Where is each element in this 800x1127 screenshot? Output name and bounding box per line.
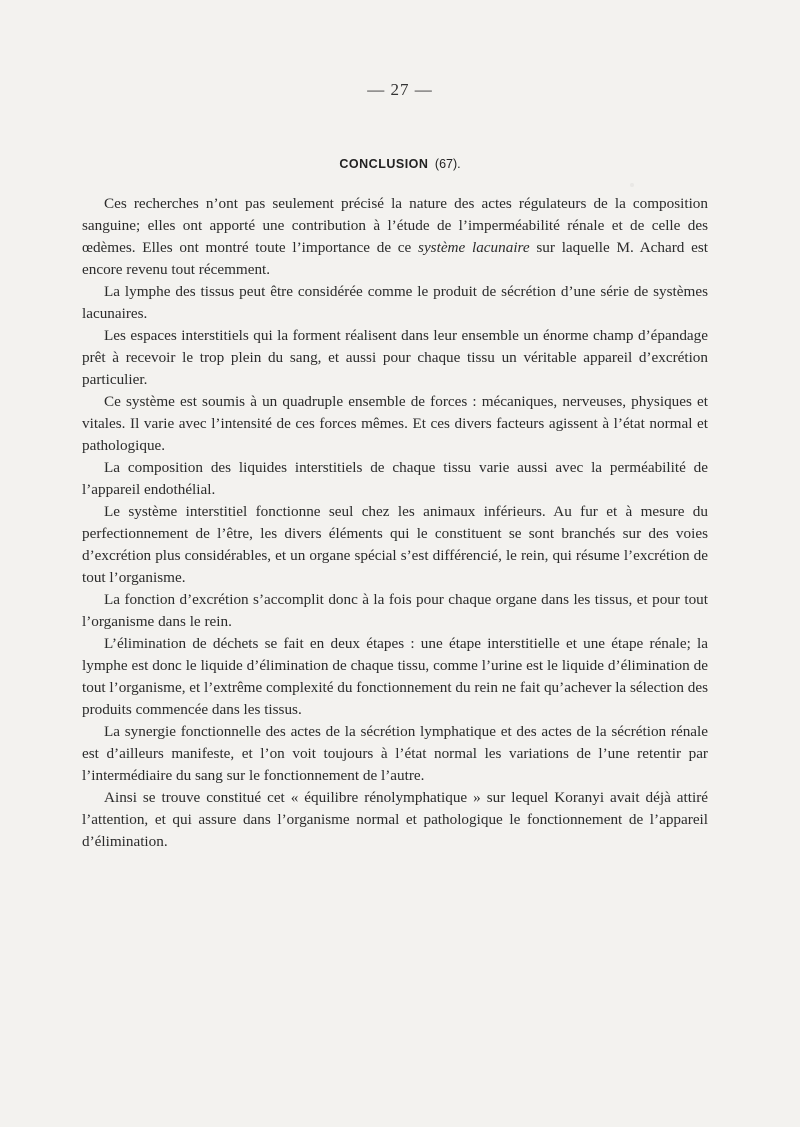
section-reference: (67). xyxy=(434,157,461,171)
paragraph-1-text-end: sur laquelle M. Achard est encore revenu tout récemment. xyxy=(82,239,708,278)
body-text xyxy=(82,193,708,853)
paragraph-1-emphasis: système lacunaire xyxy=(418,239,530,256)
section-heading xyxy=(0,157,800,171)
paper-spot xyxy=(668,605,671,608)
paragraph-1-text-start: Ces recherches n’ont pas seulement précisé la nature des actes régulateurs de la composition sanguine; elles ont apporté une contribution à l’étude de l’imperméabilité rénale et de celle des œdèmes. Elles ont montré toute l’importance de ce xyxy=(82,195,708,256)
page-number: — 27 — xyxy=(367,80,433,99)
paper-spot xyxy=(630,183,634,187)
paragraph-5: La composition des liquides interstitiels de chaque tissu varie aussi avec la perméabilité de l’appareil endothélial. xyxy=(82,459,708,498)
section-title: CONCLUSION xyxy=(339,157,429,171)
paragraph-3: Les espaces interstitiels qui la forment réalisent dans leur ensemble un énorme champ d’épandage prêt à recevoir le trop plein du sang, et aussi pour chaque tissu un véritable appareil d’excrétion particulier. xyxy=(82,327,708,388)
paragraph-6: Le système interstitiel fonctionne seul chez les animaux inférieurs. Au fur et à mesure du perfectionnement de l’être, les divers éléments qui le constituent se sont branchés sur des voies d’excrétion plus considérables, et un organe spécial s’est différencié, le rein, qui résume l’excrétion de tout l’organisme. xyxy=(82,503,708,586)
paragraph-8: L’élimination de déchets se fait en deux étapes : une étape interstitielle et une étape rénale; la lymphe est donc le liquide d’élimination de chaque tissu, comme l’urine est le liquide d’élimination de tout l’organisme, et l’extrême complexité du fonctionnement du rein ne fait qu’achever la sélection des produits commencée dans les tissus. xyxy=(82,635,708,718)
paragraph-9: La synergie fonctionnelle des actes de la sécrétion lymphatique et des actes de la sécrétion rénale est d’ailleurs manifeste, et l’on voit toujours à l’état normal les variations de l’une retentir par l’intermédiaire du sang sur le fonctionnement de l’autre. xyxy=(82,723,708,784)
paragraph-2: La lymphe des tissus peut être considérée comme le produit de sécrétion d’une série de systèmes lacunaires. xyxy=(82,283,708,322)
paragraph-7: La fonction d’excrétion s’accomplit donc à la fois pour chaque organe dans les tissus, et pour tout l’organisme dans le rein. xyxy=(82,591,708,630)
paragraph-10: Ainsi se trouve constitué cet « équilibre rénolymphatique » sur lequel Koranyi avait déjà attiré l’attention, et qui assure dans l’organisme normal et pathologique le fonctionnement de l’appareil d’élimination. xyxy=(82,789,708,850)
paragraph-1 xyxy=(82,193,708,281)
paragraph-4: Ce système est soumis à un quadruple ensemble de forces : mécaniques, nerveuses, physiques et vitales. Il varie avec l’intensité de ces forces mêmes. Et ces divers facteurs agissent à l’état normal et pathologique. xyxy=(82,393,708,454)
